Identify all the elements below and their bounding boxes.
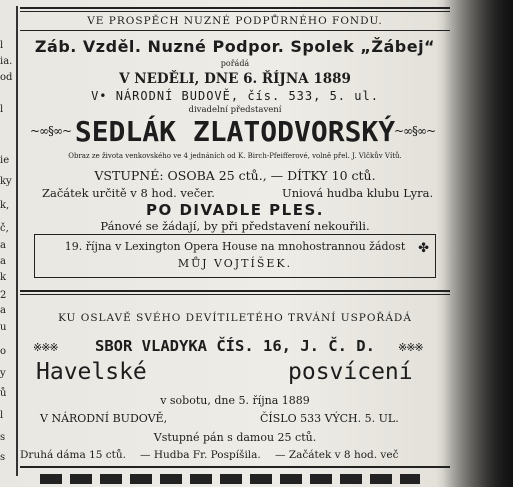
ad1-porada: pořádá bbox=[220, 59, 250, 68]
fragment: l bbox=[0, 104, 4, 115]
ad1-music: Uniová hudba klubu Lyra. bbox=[282, 186, 434, 200]
ad1-venue: V• NÁRODNÍ BUDOVĚ, čís. 533, 5. ul. bbox=[91, 89, 379, 103]
ad1-society: Záb. Vzděl. Nuzné Podpor. Spolek „Žábej“ bbox=[34, 37, 436, 56]
fragment: o bbox=[0, 346, 7, 357]
section-rule bbox=[20, 290, 450, 292]
box-flourish-icon: ✤ bbox=[418, 241, 429, 256]
ad2-event-left: Havelské bbox=[36, 359, 147, 385]
fragment: l bbox=[0, 40, 4, 51]
ad2-header: KU OSLAVĚ SVÉHO DEVÍTILETÉHO TRVÁNÍ USPOŘÁDÁ bbox=[58, 312, 412, 324]
ad1-ball: PO DIVADLE PLES. bbox=[146, 201, 324, 219]
top-rule bbox=[20, 7, 450, 9]
ornament-right-icon: ※※※ bbox=[398, 341, 423, 354]
fragment: a bbox=[0, 240, 6, 251]
bottom-rule bbox=[20, 466, 450, 468]
scan-shadow-edge bbox=[443, 0, 513, 487]
fragment: k, bbox=[0, 200, 10, 211]
ad2-society: SBOR VLADYKA ČÍS. 16, J. Č. D. bbox=[95, 337, 375, 355]
ad2-bottom-left: Druhá dáma 15 ctů. bbox=[20, 449, 126, 461]
ad2-date: v sobotu, dne 5. října 1889 bbox=[160, 394, 310, 407]
ornament-left-icon: ※※※ bbox=[33, 341, 58, 354]
ad1-date: V NEDĚLI, DNE 6. ŘÍJNA 1889 bbox=[119, 71, 351, 87]
fragment: s bbox=[0, 432, 6, 443]
fragment: s bbox=[0, 452, 6, 463]
header-rule bbox=[20, 30, 450, 31]
boxed-notice bbox=[34, 234, 436, 278]
ad1-header: VE PROSPĚCH NUZNÉ PODPŮRNÉHO FONDU. bbox=[87, 15, 383, 27]
flourish-left-icon: ~∞§∞~ bbox=[30, 124, 72, 138]
ad1-play-desc: Obraz ze života venkovského ve 4 jednáních od K. Birch-Pfeifferové, volně přel. J. Vlčkův Vítů. bbox=[68, 152, 402, 160]
fragment: od bbox=[0, 72, 13, 83]
ad1-play-title: SEDLÁK ZLATODVORSKÝ bbox=[74, 115, 396, 148]
box-line: 19. října v Lexington Opera House na mnohostrannou žádost bbox=[64, 240, 406, 253]
ad2-venue-left: V NÁRODNÍ BUDOVĚ, bbox=[40, 412, 168, 425]
fragment: ky bbox=[0, 176, 12, 187]
fragment: 2 bbox=[0, 290, 7, 301]
fragment: a bbox=[0, 256, 6, 267]
fragment: ie bbox=[0, 155, 10, 166]
ad2-admission: Vstupné pán s damou 25 ctů. bbox=[153, 431, 317, 444]
fragment: u bbox=[0, 322, 7, 333]
ad1-note: Pánové se žádají, by při představení nekouřili. bbox=[100, 219, 370, 233]
box-title: MŮJ VOJTÍŠEK. bbox=[177, 257, 293, 270]
left-column-fragments bbox=[0, 0, 16, 487]
ad2-venue-right: ČÍSLO 533 VÝCH. 5. UL. bbox=[260, 412, 399, 425]
ad2-bottom-right: — Začátek v 8 hod. več bbox=[275, 449, 399, 461]
top-rule-thin bbox=[20, 11, 450, 12]
fragment: l bbox=[0, 410, 4, 421]
fragment: a bbox=[0, 305, 6, 316]
fragment: č, bbox=[0, 223, 9, 234]
fragment: ů bbox=[0, 388, 7, 399]
ad2-event-right: posvícení bbox=[288, 359, 413, 385]
section-rule-thin bbox=[20, 294, 450, 295]
flourish-right-icon: ~∞§∞~ bbox=[394, 124, 436, 138]
ad1-admission: VSTUPNÉ: OSOBA 25 ctů., — DÍTKY 10 ctů. bbox=[94, 168, 376, 183]
ad2-bottom-mid: — Hudba Fr. Pospíšila. bbox=[140, 449, 261, 461]
column-rule bbox=[16, 6, 18, 476]
ad1-divadelni: divadelní představení bbox=[188, 105, 282, 115]
ad1-start: Začátek určitě v 8 hod. večer. bbox=[42, 186, 215, 200]
cut-off-headline bbox=[40, 474, 420, 484]
fragment: ia. bbox=[0, 56, 13, 67]
fragment: y bbox=[0, 368, 6, 379]
fragment: k bbox=[0, 272, 7, 283]
